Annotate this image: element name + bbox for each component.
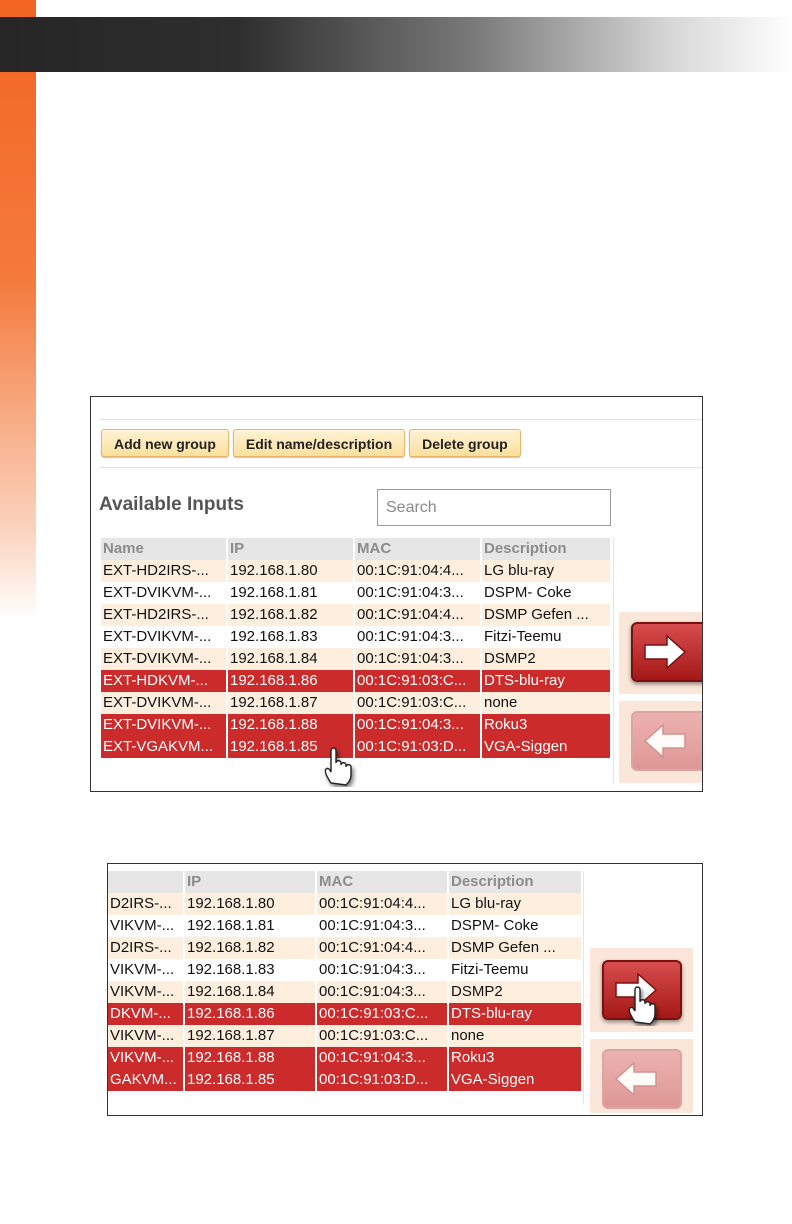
cell-mac: 00:1C:91:04:3... xyxy=(355,714,480,736)
cell-ip: 192.168.1.80 xyxy=(228,560,353,582)
table-row[interactable] xyxy=(101,626,612,648)
cell-name: D2IRS-... xyxy=(108,937,183,959)
cell-mac: 00:1C:91:04:4... xyxy=(355,604,480,626)
cell-description: Roku3 xyxy=(449,1047,581,1069)
table-row-selected[interactable] xyxy=(108,1003,581,1025)
group-toolbar xyxy=(101,429,521,457)
cell-ip: 192.168.1.84 xyxy=(228,648,353,670)
cell-name: EXT-HDKVM-... xyxy=(101,670,226,692)
cell-ip: 192.168.1.85 xyxy=(185,1069,315,1091)
header-band xyxy=(0,17,792,72)
cell-mac: 00:1C:91:03:C... xyxy=(317,1025,447,1047)
search-input[interactable] xyxy=(377,489,611,526)
cell-name: VIKVM-... xyxy=(108,1025,183,1047)
cell-ip: 192.168.1.86 xyxy=(185,1003,315,1025)
available-inputs-title: Available Inputs xyxy=(99,494,244,515)
cell-name: EXT-DVIKVM-... xyxy=(101,692,226,714)
cell-mac: 00:1C:91:04:3... xyxy=(317,981,447,1003)
cell-ip: 192.168.1.88 xyxy=(185,1047,315,1069)
arrow-right-icon xyxy=(633,624,703,680)
cell-name: EXT-DVIKVM-... xyxy=(101,648,226,670)
column-header-description[interactable]: Description xyxy=(449,871,581,893)
column-header-mac[interactable]: MAC xyxy=(317,871,447,893)
cell-ip: 192.168.1.82 xyxy=(185,937,315,959)
cell-name: VIKVM-... xyxy=(108,981,183,1003)
cell-mac: 00:1C:91:03:C... xyxy=(317,1003,447,1025)
cell-ip: 192.168.1.84 xyxy=(185,981,315,1003)
cell-description: LG blu-ray xyxy=(482,560,610,582)
arrow-left-icon xyxy=(633,713,703,769)
cell-ip: 192.168.1.87 xyxy=(185,1025,315,1047)
cell-ip: 192.168.1.86 xyxy=(228,670,353,692)
cell-description: DSPM- Coke xyxy=(449,915,581,937)
cell-description: none xyxy=(482,692,610,714)
column-header-ip[interactable]: IP xyxy=(228,538,353,560)
table-row[interactable] xyxy=(101,604,612,626)
move-right-button[interactable] xyxy=(631,622,703,682)
cell-name: EXT-DVIKVM-... xyxy=(101,582,226,604)
cell-description: DSMP Gefen ... xyxy=(449,937,581,959)
hand-pointer-icon xyxy=(321,743,357,787)
table-edge xyxy=(583,871,584,1104)
cell-name: EXT-HD2IRS-... xyxy=(101,560,226,582)
screenshot-move-inputs xyxy=(107,863,703,1116)
cell-mac: 00:1C:91:03:D... xyxy=(317,1069,447,1091)
cell-ip: 192.168.1.83 xyxy=(228,626,353,648)
table-row-selected[interactable] xyxy=(101,670,612,692)
table-row[interactable] xyxy=(101,582,612,604)
arrow-left-icon xyxy=(604,1051,680,1107)
table-row[interactable] xyxy=(108,959,581,981)
cell-description: DTS-blu-ray xyxy=(482,670,610,692)
cell-mac: 00:1C:91:03:C... xyxy=(355,692,480,714)
move-left-button[interactable] xyxy=(631,711,703,771)
add-new-group-button[interactable]: Add new group xyxy=(101,429,229,457)
table-row-selected[interactable] xyxy=(108,1047,581,1069)
table-row[interactable] xyxy=(108,981,581,1003)
cell-mac: 00:1C:91:04:4... xyxy=(317,937,447,959)
table-row[interactable] xyxy=(101,648,612,670)
table-header-row xyxy=(108,871,581,893)
cell-mac: 00:1C:91:04:3... xyxy=(355,582,480,604)
cell-description: none xyxy=(449,1025,581,1047)
cell-description: LG blu-ray xyxy=(449,893,581,915)
table-row-selected[interactable] xyxy=(108,1069,581,1091)
cell-mac: 00:1C:91:03:D... xyxy=(355,736,480,758)
table-header-row xyxy=(101,538,612,560)
table-row-selected[interactable] xyxy=(101,714,612,736)
column-header-mac[interactable]: MAC xyxy=(355,538,480,560)
cell-mac: 00:1C:91:04:3... xyxy=(355,626,480,648)
cell-description: DSMP2 xyxy=(449,981,581,1003)
cell-ip: 192.168.1.81 xyxy=(185,915,315,937)
table-edge xyxy=(613,538,614,783)
inputs-table xyxy=(108,871,581,1091)
cell-name: VIKVM-... xyxy=(108,959,183,981)
side-accent-bar xyxy=(0,0,36,620)
cell-name: VIKVM-... xyxy=(108,915,183,937)
table-row[interactable] xyxy=(101,692,612,714)
cell-description: DSPM- Coke xyxy=(482,582,610,604)
divider xyxy=(99,419,702,420)
cell-description: Fitzi-Teemu xyxy=(482,626,610,648)
inputs-table xyxy=(101,538,612,758)
cell-mac: 00:1C:91:04:3... xyxy=(317,915,447,937)
cell-mac: 00:1C:91:03:C... xyxy=(355,670,480,692)
screenshot-select-inputs xyxy=(90,396,703,792)
edit-name-description-button[interactable]: Edit name/description xyxy=(233,429,405,457)
cell-description: DSMP2 xyxy=(482,648,610,670)
delete-group-button[interactable]: Delete group xyxy=(409,429,521,457)
cell-mac: 00:1C:91:04:3... xyxy=(355,648,480,670)
column-header-ip[interactable]: IP xyxy=(185,871,315,893)
cell-ip: 192.168.1.85 xyxy=(228,736,353,758)
cell-description: VGA-Siggen xyxy=(449,1069,581,1091)
cell-mac: 00:1C:91:04:4... xyxy=(355,560,480,582)
cell-mac: 00:1C:91:04:3... xyxy=(317,1047,447,1069)
cell-name: EXT-HD2IRS-... xyxy=(101,604,226,626)
column-header-name[interactable]: Name xyxy=(101,538,226,560)
cell-ip: 192.168.1.80 xyxy=(185,893,315,915)
cell-description: Roku3 xyxy=(482,714,610,736)
cell-ip: 192.168.1.83 xyxy=(185,959,315,981)
cell-mac: 00:1C:91:04:4... xyxy=(317,893,447,915)
cell-name: D2IRS-... xyxy=(108,893,183,915)
cell-name: GAKVM... xyxy=(108,1069,183,1091)
cell-ip: 192.168.1.88 xyxy=(228,714,353,736)
table-row[interactable] xyxy=(108,915,581,937)
cell-description: VGA-Siggen xyxy=(482,736,610,758)
table-row[interactable] xyxy=(108,937,581,959)
table-row[interactable] xyxy=(108,893,581,915)
cell-mac: 00:1C:91:04:3... xyxy=(317,959,447,981)
cell-name: EXT-VGAKVM... xyxy=(101,736,226,758)
cell-ip: 192.168.1.81 xyxy=(228,582,353,604)
table-row[interactable] xyxy=(101,560,612,582)
move-left-button[interactable] xyxy=(602,1049,682,1109)
cell-name: EXT-DVIKVM-... xyxy=(101,626,226,648)
hand-pointer-icon xyxy=(625,982,661,1026)
cell-description: DSMP Gefen ... xyxy=(482,604,610,626)
column-header-name[interactable] xyxy=(108,871,183,893)
cell-description: DTS-blu-ray xyxy=(449,1003,581,1025)
cell-ip: 192.168.1.82 xyxy=(228,604,353,626)
cell-description: Fitzi-Teemu xyxy=(449,959,581,981)
cell-name: EXT-DVIKVM-... xyxy=(101,714,226,736)
table-row[interactable] xyxy=(108,1025,581,1047)
cell-ip: 192.168.1.87 xyxy=(228,692,353,714)
cell-name: DKVM-... xyxy=(108,1003,183,1025)
column-header-description[interactable]: Description xyxy=(482,538,610,560)
cell-name: VIKVM-... xyxy=(108,1047,183,1069)
divider xyxy=(99,467,702,468)
